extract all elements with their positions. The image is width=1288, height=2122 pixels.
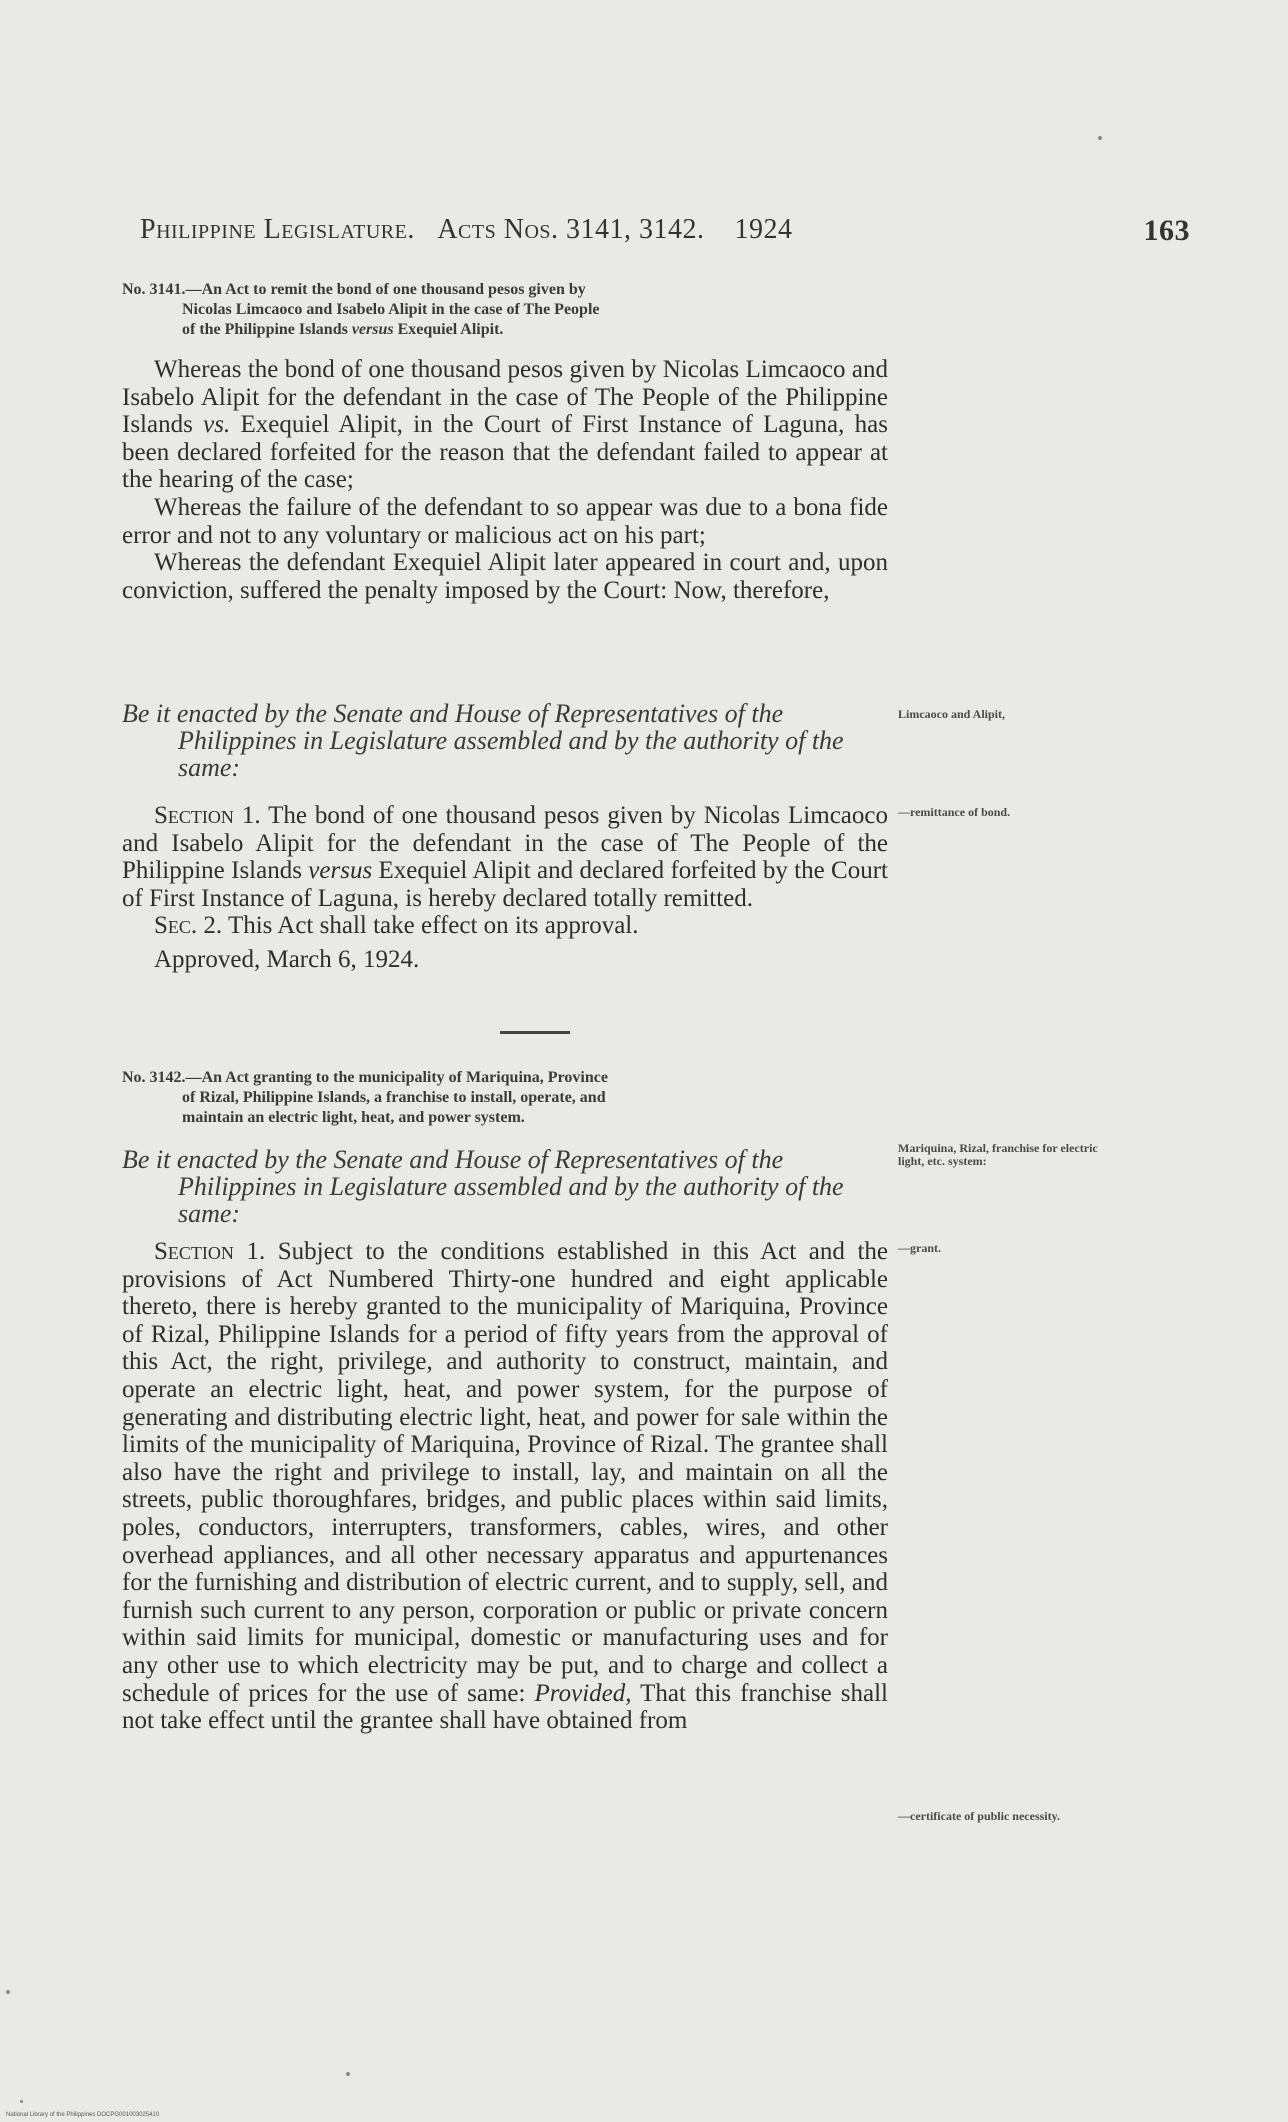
act-3141-section-2 [122,912,888,940]
act-3141-section-2-text: This Act shall take effect on its approval. [222,912,639,940]
whereas-1-text-a: Whereas the bond of one thousand pesos given by Nicolas Limcaoco and Isabelo Alipit for the defendant in the case of The People of the Philippine Islands [122,356,888,439]
scan-speck [346,2072,350,2076]
scan-speck [20,2100,23,2103]
whereas-1-vs: vs. [203,411,231,439]
whereas-clause-1 [122,356,888,494]
running-head [140,214,793,246]
act-3141-margin-note-1: Limcaoco and Alipit, [898,707,1006,721]
running-head-legislature: Philippine Legislature. [140,214,415,245]
act-3141-enacting-clause: Be it enacted by the Senate and House of Representatives of the Philippines in Legislature assembled and by the authority of the same: [122,699,844,782]
act-3142-margin-note-3: —certificate of public necessity. [898,1809,1060,1823]
act-3142-title-line-3: maintain an electric light, heat, and power system. [182,1109,525,1126]
act-3142-margin-note-1: Mariquina, Rizal, franchise for electric light, etc. system: [898,1141,1098,1168]
act-3141-margin-note-2: —remittance of bond. [898,805,1011,819]
act-3141-title-line-1 [122,280,888,300]
running-head-year: 1924 [734,214,793,245]
scan-source-footer: National Library of the Philippines DOCPG001003025410 [6,2112,160,2118]
act-3141-section-1-text-c: Exequiel Alipit and declared forfeited by the Court of First Instance of Laguna, is hereby declared totally remitted. [122,857,888,912]
act-3141-title-text-1: —An Act to remit the bond of one thousand pesos given by [185,281,586,298]
act-3141-title-versus: versus [351,321,394,338]
act-3142-title-line-1 [122,1068,888,1088]
act-3141-number: No. 3141. [122,281,186,298]
act-3141-section-1 [122,802,888,912]
act-3141-section-1-text-a: The bond of one thousand pesos given by Nicolas Limcaoco and Isabelo Alipit for the defendant in the case of The People of the Philippine Islands [122,802,888,885]
act-3142-enacting-block [122,1146,888,1227]
scan-speck [1098,136,1102,140]
running-head-acts: Acts Nos. 3141, 3142. [437,214,705,245]
act-3141-title-line-3 [122,320,888,340]
act-3142-section-1-text-c: That this franchise shall not take effect until the grantee shall have obtained from [122,1679,889,1735]
whereas-clause-3: Whereas the defendant Exequiel Alipit later appeared in court and, upon conviction, suffered the penalty imposed by the Court: Now, therefore, [122,549,888,604]
act-3141-approval-date: Approved, March 6, 1924. [154,945,420,973]
act-3141-preamble [122,356,888,604]
act-3141-title-text-3a: of the Philippine Islands [182,321,352,338]
act-3142-title-text-1: —An Act granting to the municipality of Mariquina, Province [185,1069,608,1086]
act-3141-title [122,280,888,340]
act-3141-title-text-3c: Exequiel Alipit. [393,321,504,338]
act-3142-sections [122,1238,888,1735]
act-3142-section-1-provided: Provided, [534,1679,632,1707]
act-3142-number: No. 3142. [122,1069,186,1086]
whereas-clause-2: Whereas the failure of the defendant to so appear was due to a bona fide error and not to any voluntary or malicious act on his part; [122,493,888,549]
act-3141-section-2-label: Sec. 2. [154,912,223,940]
page-number: 163 [1143,214,1190,247]
act-3141-section-1-label: Section 1. [154,802,261,829]
act-3142-section-1-label: Section 1. [154,1238,266,1265]
act-3142-title [122,1068,888,1128]
act-3141-enacting-block [122,700,888,781]
act-separator-rule [500,1031,570,1034]
act-3141-title-line-2: Nicolas Limcaoco and Isabelo Alipit in the case of The People [182,301,600,318]
act-3142-section-1-text-a: Subject to the conditions established in this Act and the provisions of Act Numbered Thirty-one hundred and eight applicable thereto, there is hereby granted to the municipality of Mariquina, Province of Rizal, Philippine Islands for a period of fifty years from the approval of this Act, the right, privilege, and authority to construct, maintain, and operate an electric light, heat, and power system, for the purpose of generating and distributing electric light, heat, and power for sale within the limits of the municipality of Mariquina, Province of Rizal. The grantee shall also have the right and privilege to install, lay, and maintain on all the streets, public thoroughfares, bridges, and public places within said limits, poles, conductors, interrupters, transformers, cables, wires, and other overhead appliances, and all other necessary apparatus and appurtenances for the furnishing and distribution of electric current, and to supply, sell, and furnish such current to any person, corporation or public or private concern within said limits for municipal, domestic or manufacturing uses and for any other use to which electricity may be put, and to charge and collect a schedule of prices for the use of same: [122,1238,888,1707]
act-3142-section-1 [122,1238,888,1735]
act-3142-title-line-2: of Rizal, Philippine Islands, a franchise to install, operate, and [182,1089,606,1106]
act-3142-margin-note-2: —grant. [898,1241,941,1255]
scan-speck [6,1990,10,1994]
whereas-1-text-c: Exequiel Alipit, in the Court of First Instance of Laguna, has been declared forfeited for the reason that the defendant failed to appear at the hearing of the case; [122,411,888,494]
act-3141-section-1-versus: versus [308,857,373,885]
act-3141-sections [122,802,888,974]
act-3142-enacting-clause: Be it enacted by the Senate and House of Representatives of the Philippines in Legislature assembled and by the authority of the same: [122,1145,844,1228]
